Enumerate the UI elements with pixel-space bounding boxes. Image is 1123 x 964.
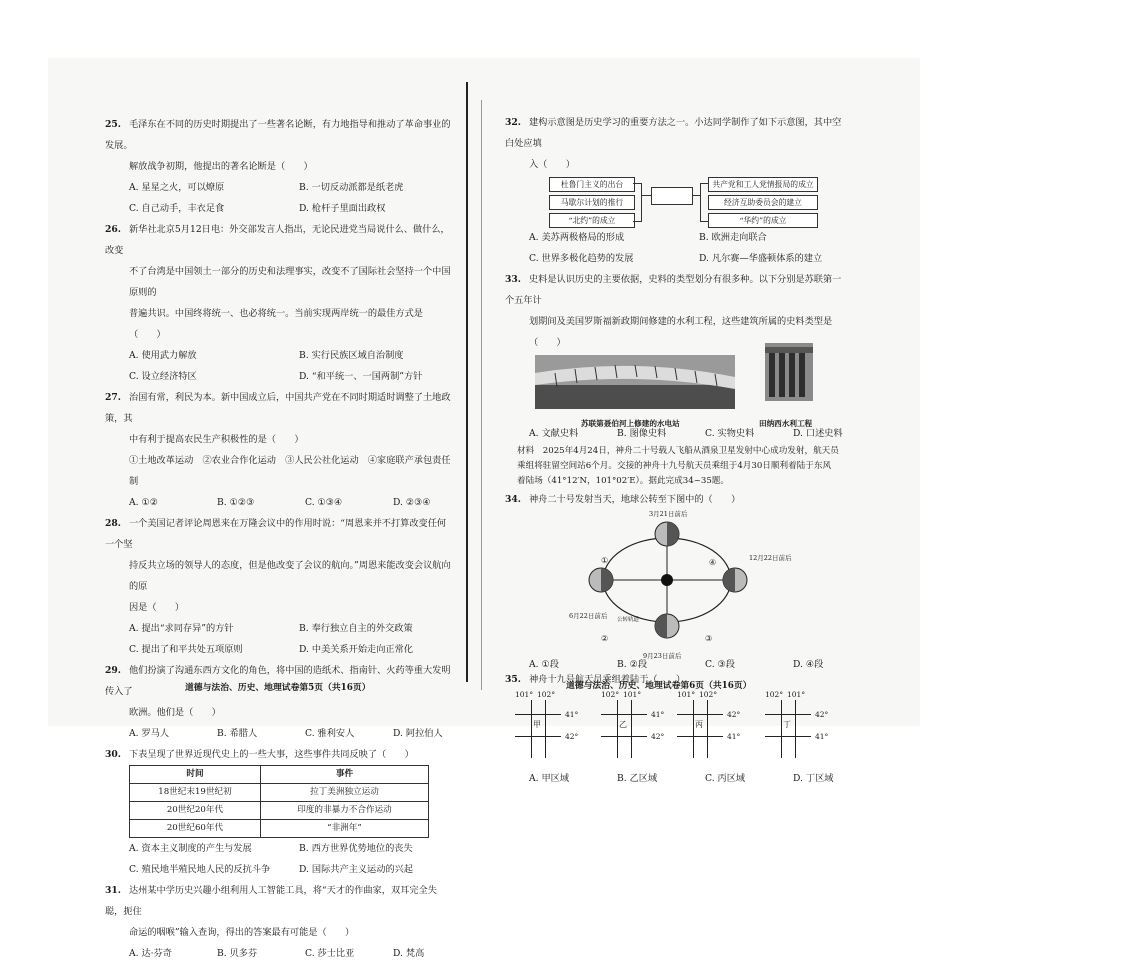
question-27: 27. 治国有常，利民为本。新中国成立后，中国共产党在不同时期适时调整了土地政策，其 中有利于提高农民生产积极性的是（ ） ①土地改革运动 ②农业合作化运动 ③人民公社化运动 ④家庭联产承包责任制 A. ①② B. ①②③ C. ①③④ D. ②③④ bbox=[105, 387, 455, 513]
segment-label: ④ bbox=[709, 558, 717, 567]
table-row: 20世纪60年代 “非洲年” bbox=[130, 820, 429, 838]
bracket-left bbox=[633, 183, 642, 222]
option-c: C. 提出了和平共处五项原则 bbox=[129, 644, 243, 655]
segment-label: ① bbox=[601, 556, 609, 565]
footer-page-5: 道德与法治、历史、地理试卷第5页（共16页） bbox=[185, 683, 371, 693]
diagram-right-box: “华约”的成立 bbox=[708, 213, 818, 228]
option-a: A. 达·芬奇 bbox=[129, 948, 172, 959]
segment-label: ② bbox=[601, 634, 609, 643]
option-b: B. 贝多芬 bbox=[217, 948, 258, 959]
option-d: D. “和平统一、一国两制”方针 bbox=[299, 371, 423, 382]
option-d: D. 丁区域 bbox=[793, 773, 834, 784]
question-28: 28. 一个美国记者评论周恩来在万隆会议中的作用时说：“周恩来并不打算改变任何一个坚 持反共立场的领导人的态度，但是他改变了会议的航向。”周恩来能改变会议航向的原 因是（ ） A. 提出“求同存异”的方针 B. 奉行独立自主的外交政策 C. 提出了和平共处五项原则 D. 中美关系开始走向正常化 bbox=[105, 513, 455, 660]
option-c: C. 世界多极化趋势的发展 bbox=[529, 253, 634, 264]
label-december: 12月22日前后 bbox=[749, 554, 792, 562]
option-b: B. 欧洲走向联合 bbox=[699, 232, 767, 243]
latlong-grids bbox=[505, 690, 850, 768]
tva-photo bbox=[765, 343, 813, 401]
events-table bbox=[129, 765, 429, 838]
label-september: 9月23日前后 bbox=[643, 652, 682, 660]
option-b: B. 希腊人 bbox=[217, 728, 258, 739]
table-row: 20世纪20年代 印度的非暴力不合作运动 bbox=[130, 802, 429, 820]
option-c: C. 莎士比亚 bbox=[305, 948, 355, 959]
question-34: 34. 神舟二十号发射当天，地球公转至下图中的（ ） 3月21日前后 12月22日前后 6月22日前后 9月23日前后 公转轨道 ① ④ ② ③ A. ①段 B. ②段 C. ③段 D. ④段 bbox=[505, 489, 850, 675]
diagram-left-box: “北约”的成立 bbox=[549, 213, 635, 228]
option-c: C. 丙区域 bbox=[705, 773, 746, 784]
option-c: C. 设立经济特区 bbox=[129, 371, 197, 382]
option-c: C. ③段 bbox=[705, 659, 735, 670]
option-c: C. 殖民地半殖民地人民的反抗斗争 bbox=[129, 864, 271, 875]
option-a: A. 文献史料 bbox=[529, 428, 579, 439]
option-b: B. 乙区域 bbox=[617, 773, 658, 784]
table-header-time: 时间 bbox=[130, 766, 261, 784]
question-31: 31. 达州某中学历史兴趣小组利用人工智能工具，将“天才的作曲家，双耳完全失聪，扼住 命运的咽喉”输入查询，得出的答案最有可能是（ ） A. 达·芬奇 B. 贝多芬 C. 莎士比亚 D. 梵高 bbox=[105, 880, 455, 964]
label-june: 6月22日前后 bbox=[569, 612, 608, 620]
option-b: B. 图像史料 bbox=[617, 428, 667, 439]
option-a: A. 提出“求同存异”的方针 bbox=[129, 623, 234, 634]
option-b: B. 奉行独立自主的外交政策 bbox=[299, 623, 413, 634]
option-a: A. 美苏两极格局的形成 bbox=[529, 232, 625, 243]
option-a: A. 甲区域 bbox=[529, 773, 570, 784]
earth-icon bbox=[589, 568, 613, 592]
footer-page-6: 道德与法治、历史、地理试卷第6页（共16页） bbox=[566, 681, 752, 691]
table-row: 18世纪末19世纪初 拉丁美洲独立运动 bbox=[130, 784, 429, 802]
label-march: 3月21日前后 bbox=[649, 510, 688, 518]
cold-war-diagram bbox=[525, 175, 850, 241]
diagram-right-box: 经济互助委员会的建立 bbox=[708, 195, 818, 210]
option-b: B. ①②③ bbox=[217, 497, 255, 508]
diagram-left-box: 杜鲁门主义的出台 bbox=[549, 177, 635, 192]
grid-yi: 102° 101° 乙 41° 42° bbox=[601, 690, 671, 762]
option-c: C. ①③④ bbox=[305, 497, 343, 508]
option-a: A. 资本主义制度的产生与发展 bbox=[129, 843, 252, 854]
option-a: A. ①② bbox=[129, 497, 158, 508]
option-a: A. ①段 bbox=[529, 659, 559, 670]
option-d: D. 国际共产主义运动的兴起 bbox=[299, 864, 413, 875]
earth-icon bbox=[655, 614, 679, 638]
option-d: D. ④段 bbox=[793, 659, 824, 670]
question-32: 32. 建构示意图是历史学习的重要方法之一。小达同学制作了如下示意图，其中空白处应填 入（ ） 杜鲁门主义的出台 马歇尔计划的推行 “北约”的成立 共产党和工人党情报局的成立 经济互助委员会的建立 “华约”的成立 A. 美苏两极格局的形成 B. 欧洲走向联合 C. 世界多极化趋势的发展 D. 凡尔赛—华盛顿体系的建立 bbox=[505, 112, 850, 269]
earth-icon bbox=[655, 522, 679, 546]
photo-caption-1: 苏联第聂伯河上修建的水电站 bbox=[581, 419, 680, 428]
question-26: 26. 新华社北京5月12日电：外交部发言人指出，无论民进党当局说什么、做什么，改变 不了台湾是中国领土一部分的历史和法理事实，改变不了国际社会坚持一个中国原则的 普遍共识。中国终将统一、也必将统一。当前实现两岸统一的最佳方式是（ ） A. 使用武力解放 B. 实行民族区域自治制度 C. 设立经济特区 D. “和平统一、一国两制”方针 bbox=[105, 219, 455, 387]
orbit-svg bbox=[575, 504, 875, 654]
segment-label: ③ bbox=[705, 634, 713, 643]
option-d: D. 阿拉伯人 bbox=[393, 728, 443, 739]
dam-photo bbox=[535, 355, 735, 409]
option-b: B. 西方世界优势地位的丧失 bbox=[299, 843, 413, 854]
option-c: C. 实物史料 bbox=[705, 428, 755, 439]
sun-icon bbox=[661, 574, 673, 586]
option-a: A. 罗马人 bbox=[129, 728, 170, 739]
grid-ding: 102° 101° 丁 42° 41° bbox=[765, 690, 835, 762]
photo-caption-2: 田纳西水利工程 bbox=[759, 419, 813, 428]
option-d: D. 枪杆子里面出政权 bbox=[299, 203, 386, 214]
option-b: B. 一切反动派都是纸老虎 bbox=[299, 182, 404, 193]
connector bbox=[692, 195, 700, 196]
option-d: D. 梵高 bbox=[393, 948, 425, 959]
option-d: D. 口述史料 bbox=[793, 428, 843, 439]
connector bbox=[641, 195, 651, 196]
option-d: D. 凡尔赛—华盛顿体系的建立 bbox=[699, 253, 823, 264]
diagram-left-box: 马歇尔计划的推行 bbox=[549, 195, 635, 210]
label-orbit: 公转轨道 bbox=[617, 617, 640, 623]
blank-box bbox=[651, 187, 693, 205]
tva-image bbox=[765, 343, 813, 401]
page-divider-thin bbox=[481, 100, 482, 690]
dam-image bbox=[535, 355, 735, 409]
option-c: C. 自己动手，丰衣足食 bbox=[129, 203, 225, 214]
left-page bbox=[105, 114, 455, 964]
diagram-right-box: 共产党和工人党情报局的成立 bbox=[708, 177, 818, 192]
question-29: 29. 他们扮演了沟通东西方文化的角色，将中国的造纸术、指南针、火药等重大发明传入了 欧洲。他们是（ ） A. 罗马人 B. 希腊人 C. 雅利安人 D. 阿拉伯人 bbox=[105, 660, 455, 744]
option-a: A. 星星之火，可以燎原 bbox=[129, 182, 225, 193]
photos-row bbox=[529, 353, 850, 428]
grid-jia: 101° 102° 甲 41° 42° bbox=[515, 690, 585, 762]
question-30: 30. 下表呈现了世界近现代史上的一些大事，这些事件共同反映了（ ） 时间 事件 18世纪末19世纪初 拉丁美洲独立运动 20世纪20年代 印度的非暴力不合作运动 20世纪60年代 “非洲年” A. 资本主义制度的产生与发展 B. 西方世界优势地位的丧失 C. 殖民地半殖民地人民的反抗斗争 D. 国际共产主义运动的兴起 bbox=[105, 744, 455, 880]
question-33: 33. 史料是认识历史的主要依据，史料的类型划分有很多种。以下分别是苏联第一个五年计 划期间及美国罗斯福新政期间修建的水利工程，这些建筑所属的史料类型是（ ） 苏联第聂伯河上修建的水电站 田纳西水利工程 A. 文献史料 B. 图像史料 C. 实物史料 D. 口述史料 bbox=[505, 269, 850, 444]
table-header-event: 事件 bbox=[260, 766, 428, 784]
option-c: C. 雅利安人 bbox=[305, 728, 355, 739]
grid-bing: 101° 102° 丙 42° 41° bbox=[677, 690, 747, 762]
option-b: B. 实行民族区域自治制度 bbox=[299, 350, 404, 361]
option-d: D. ②③④ bbox=[393, 497, 431, 508]
question-35: 35. 神舟十九号航天员乘组着陆于（ ） 101° 102° 甲 41° 42° 102° 101° 乙 41° 42° 101° 102° 丙 42° 41° 102° 101° 丁 42° 41° A. 甲区域 B. 乙区域 C. 丙区域 D. 丁区域 bbox=[505, 669, 850, 789]
earth-icon bbox=[723, 568, 747, 592]
option-b: B. ②段 bbox=[617, 659, 648, 670]
option-d: D. 中美关系开始走向正常化 bbox=[299, 644, 413, 655]
material-passage: 材料 2025年4月24日，神舟二十号载人飞船从酒泉卫星发射中心成功发射，航天员 乘组将驻留空间站6个月。交接的神舟十九号航天员乘组于4月30日顺利着陆于东风 着陆场（41°12′N，101°02′E）。据此完成34~35题。 bbox=[517, 446, 839, 486]
earth-orbit-diagram bbox=[505, 510, 850, 662]
question-25: 25. 毛泽东在不同的历史时期提出了一些著名论断，有力地指导和推动了革命事业的发展。 解放战争初期，他提出的著名论断是（ ） A. 星星之火，可以燎原 B. 一切反动派都是纸老虎 C. 自己动手，丰衣足食 D. 枪杆子里面出政权 bbox=[105, 114, 455, 219]
option-a: A. 使用武力解放 bbox=[129, 350, 197, 361]
